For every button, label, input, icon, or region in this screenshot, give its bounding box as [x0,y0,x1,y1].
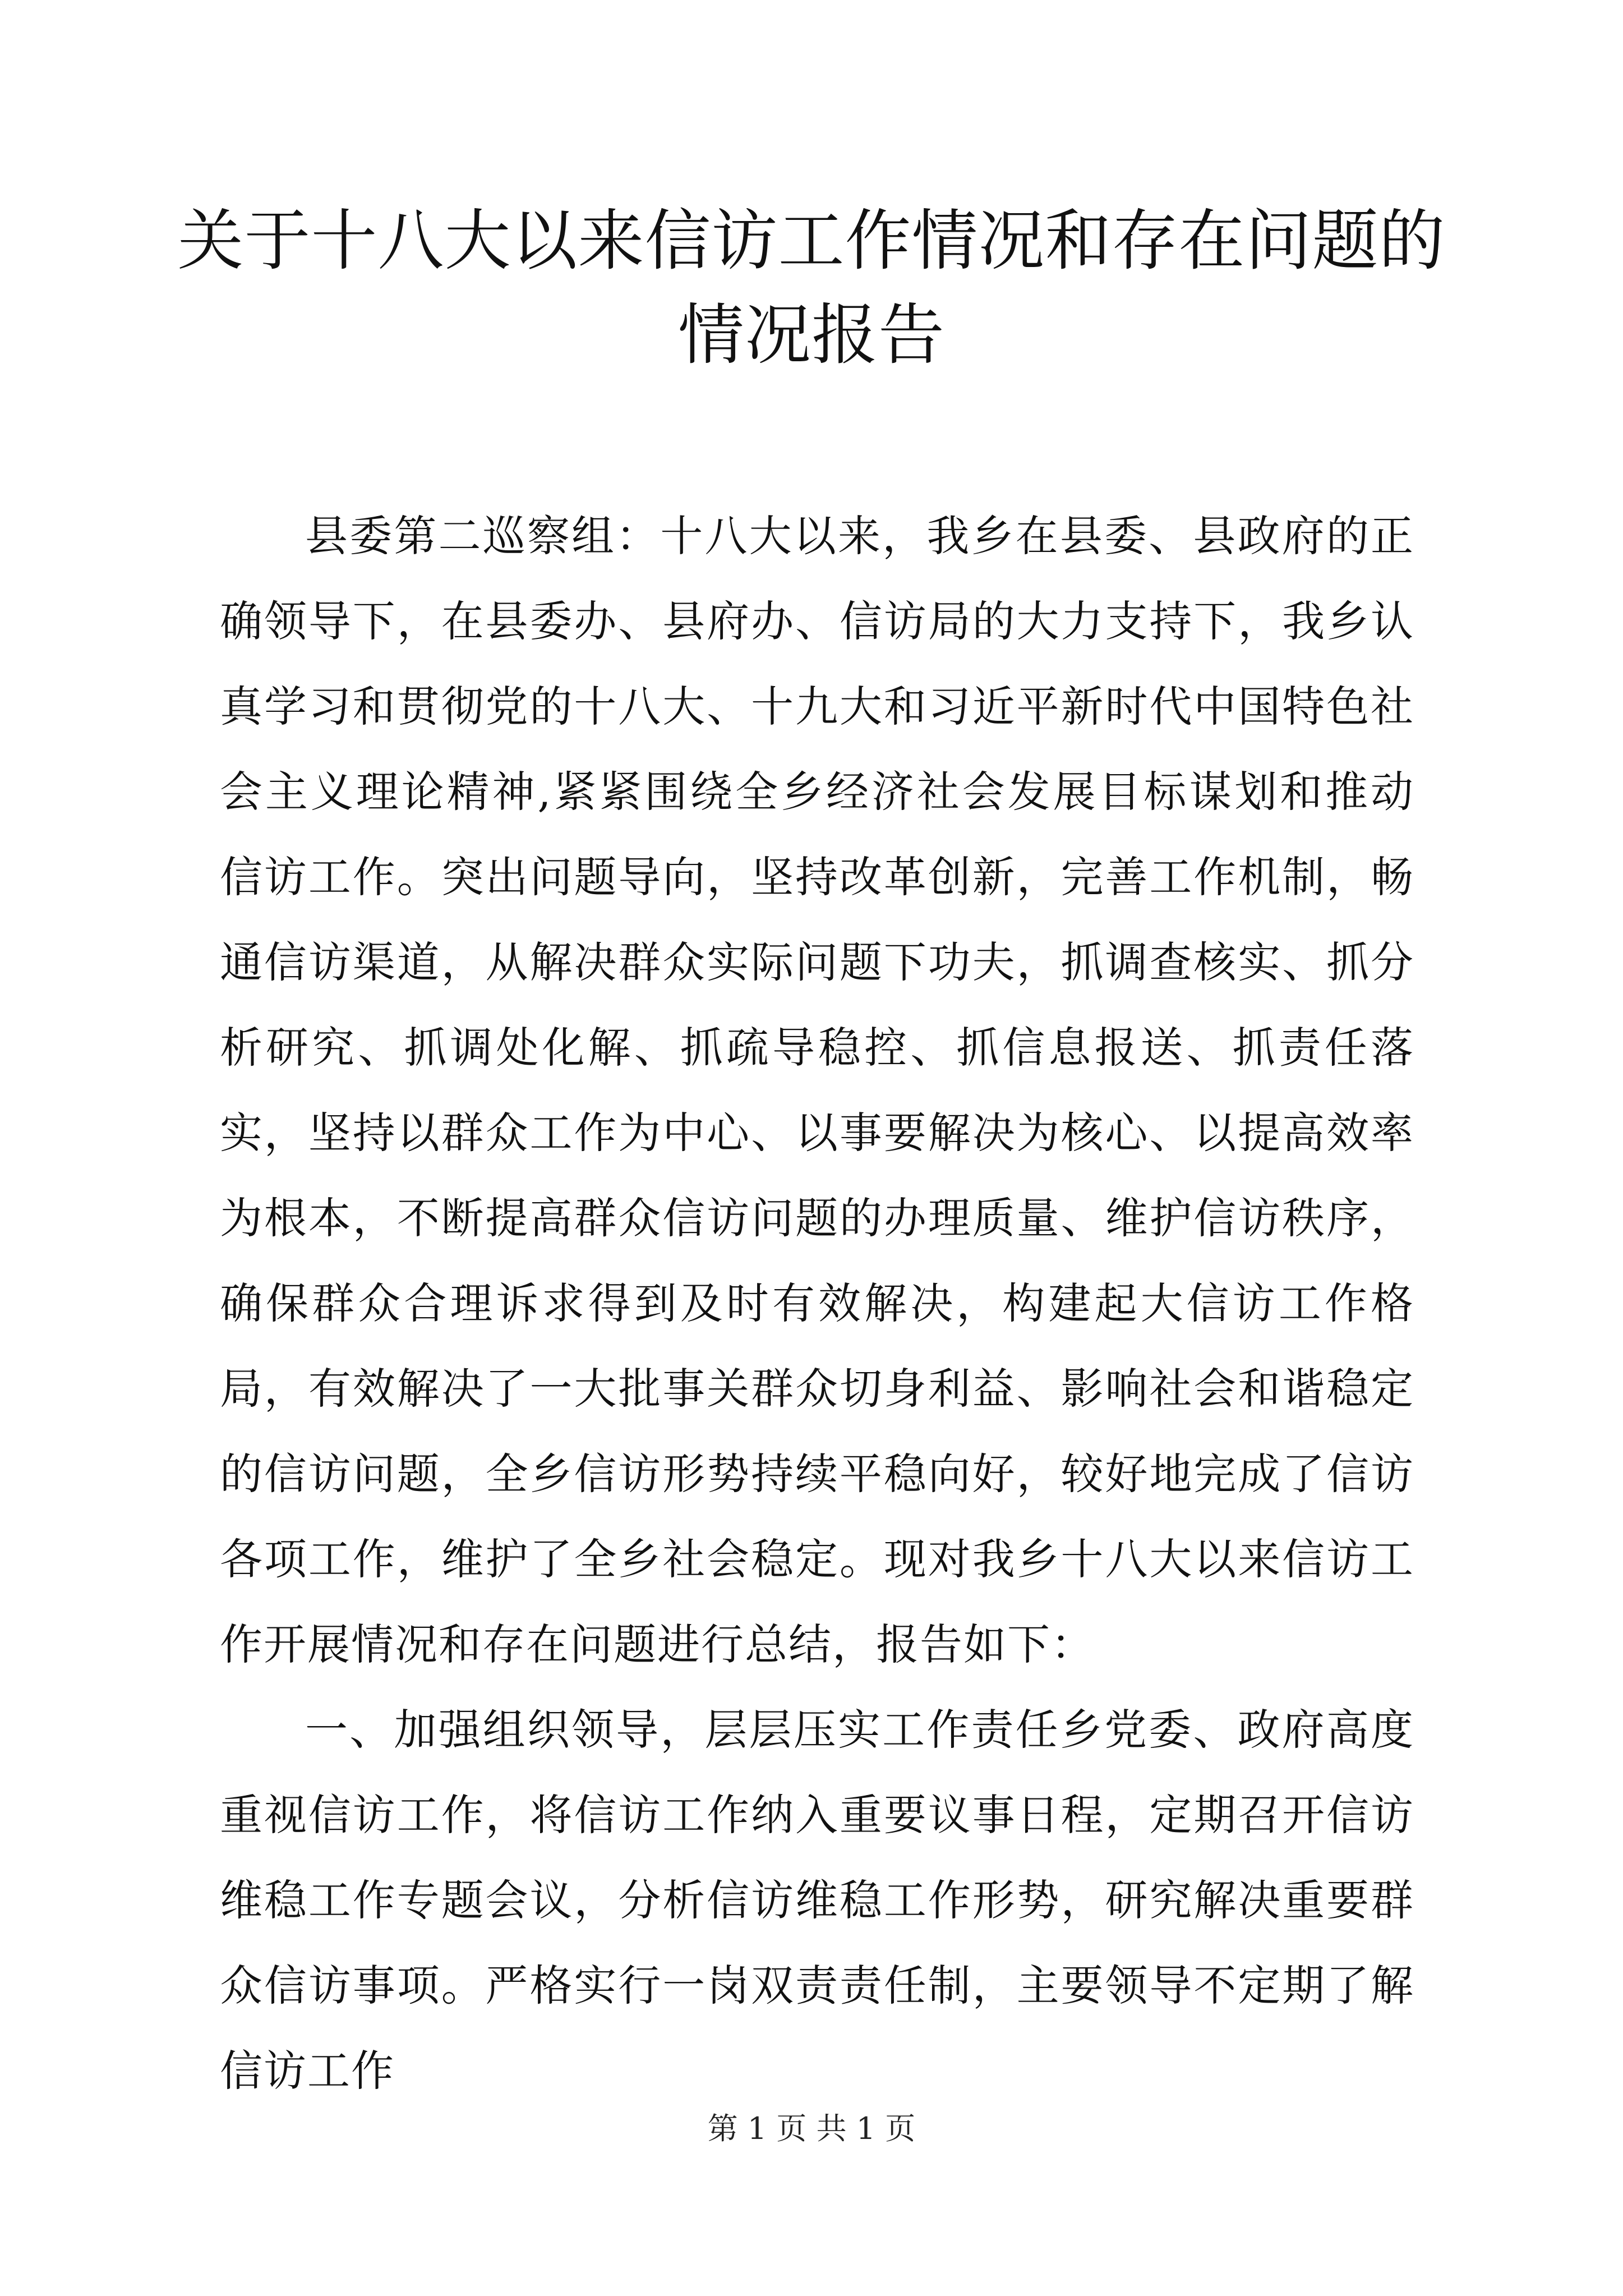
document-title: 关于十八大以来信访工作情况和存在问题的情况报告 [177,202,1446,374]
page-footer: 第 1 页 共 1 页 [707,2111,916,2146]
document-body [220,494,1414,2114]
body-paragraph-section-one: 一、加强组织领导，层层压实工作责任乡党委、政府高度重视信访工作，将信访工作纳入重要议事日程，定期召开信访维稳工作专题会议，分析信访维稳工作形势，研究解决重要群众信访事项。严格实行一岗双责责任制，主要领导不定期了解信访工作 [220,1705,1414,2096]
body-paragraph-intro: 县委第二巡察组：十八大以来，我乡在县委、县政府的正确领导下，在县委办、县府办、信访局的大力支持下，我乡认真学习和贯彻党的十八大、十九大和习近平新时代中国特色社会主义理论精神,紧紧围绕全乡经济社会发展目标谋划和推动信访工作。突出问题导向，坚持改革创新，完善工作机制，畅通信访渠道，从解决群众实际问题下功夫，抓调查核实、抓分析研究、抓调处化解、抓疏导稳控、抓信息报送、抓责任落实，坚持以群众工作为中心、以事要解决为核心、以提高效率为根本，不断提高群众信访问题的办理质量、维护信访秩序，确保群众合理诉求得到及时有效解决，构建起大信访工作格局，有效解决了一大批事关群众切身利益、影响社会和谐稳定的信访问题，全乡信访形势持续平稳向好，较好地完成了信访各项工作，维护了全乡社会稳定。现对我乡十八大以来信访工作开展情况和存在问题进行总结，报告如下： [220,511,1414,1669]
